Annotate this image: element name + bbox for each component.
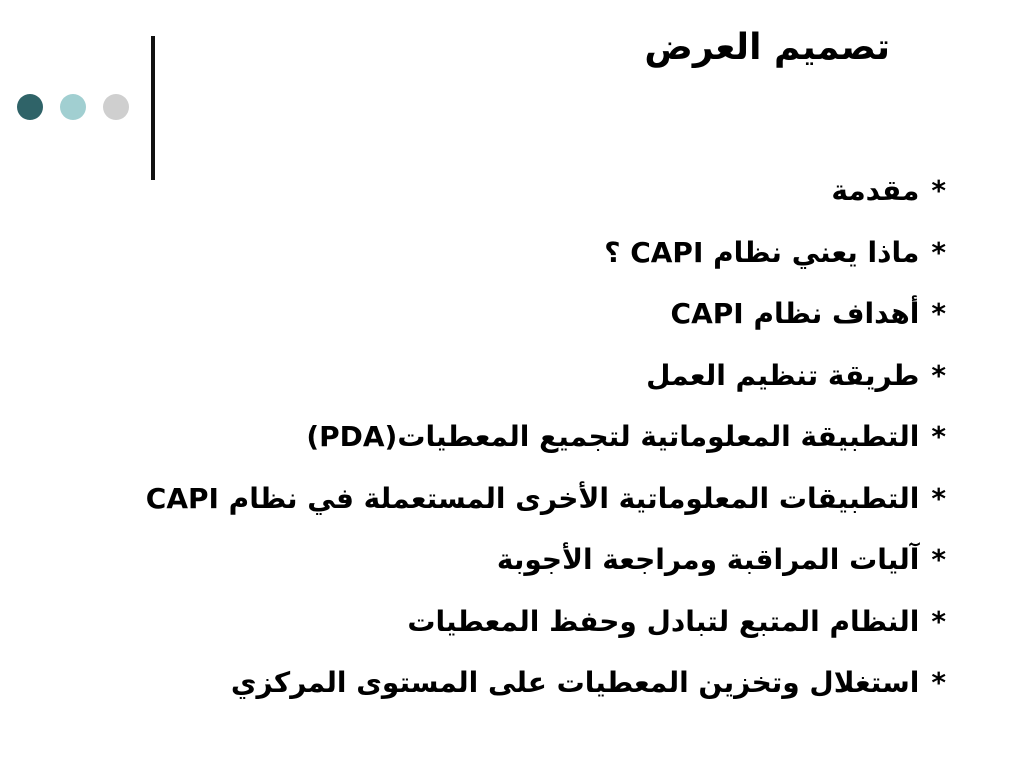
agenda-item bbox=[86, 406, 946, 468]
bullet-asterisk: * bbox=[931, 666, 946, 699]
slide-title: تصميم العرض bbox=[644, 27, 890, 68]
decorative-dot-dark bbox=[17, 94, 43, 120]
bullet-asterisk: * bbox=[931, 604, 946, 638]
decorative-dot-teal bbox=[60, 94, 86, 120]
bullet-asterisk: * bbox=[931, 543, 946, 576]
agenda-item bbox=[86, 468, 946, 530]
agenda-item bbox=[86, 160, 946, 222]
agenda-item-text: التطبيقة المعلوماتية لتجميع المعطيات(PDA) bbox=[306, 420, 920, 453]
agenda-item bbox=[86, 652, 946, 714]
agenda-item-text: ماذا يعني نظام CAPI ؟ bbox=[604, 235, 920, 269]
bullet-asterisk: * bbox=[931, 358, 946, 392]
bullet-asterisk: * bbox=[931, 481, 946, 515]
agenda-item-text: أهداف نظام CAPI bbox=[670, 297, 920, 330]
vertical-divider bbox=[151, 36, 155, 180]
agenda-item-text: آليات المراقبة ومراجعة الأجوبة bbox=[496, 543, 920, 576]
agenda-item-text: التطبيقات المعلوماتية الأخرى المستعملة في نظام CAPI bbox=[145, 481, 920, 515]
bullet-asterisk: * bbox=[931, 420, 946, 453]
agenda-item-text: النظام المتبع لتبادل وحفظ المعطيات bbox=[407, 604, 920, 638]
decorative-dot-gray bbox=[103, 94, 129, 120]
agenda-item-text: مقدمة bbox=[831, 174, 920, 207]
agenda-list bbox=[86, 160, 946, 714]
bullet-asterisk: * bbox=[931, 297, 946, 330]
agenda-item bbox=[86, 345, 946, 407]
agenda-item bbox=[86, 283, 946, 345]
agenda-item-text: طريقة تنظيم العمل bbox=[646, 358, 920, 392]
agenda-item-text: استغلال وتخزين المعطيات على المستوى المركزي bbox=[230, 666, 920, 699]
agenda-item bbox=[86, 222, 946, 284]
agenda-item bbox=[86, 529, 946, 591]
bullet-asterisk: * bbox=[931, 174, 946, 207]
agenda-item bbox=[86, 591, 946, 653]
bullet-asterisk: * bbox=[931, 235, 946, 269]
